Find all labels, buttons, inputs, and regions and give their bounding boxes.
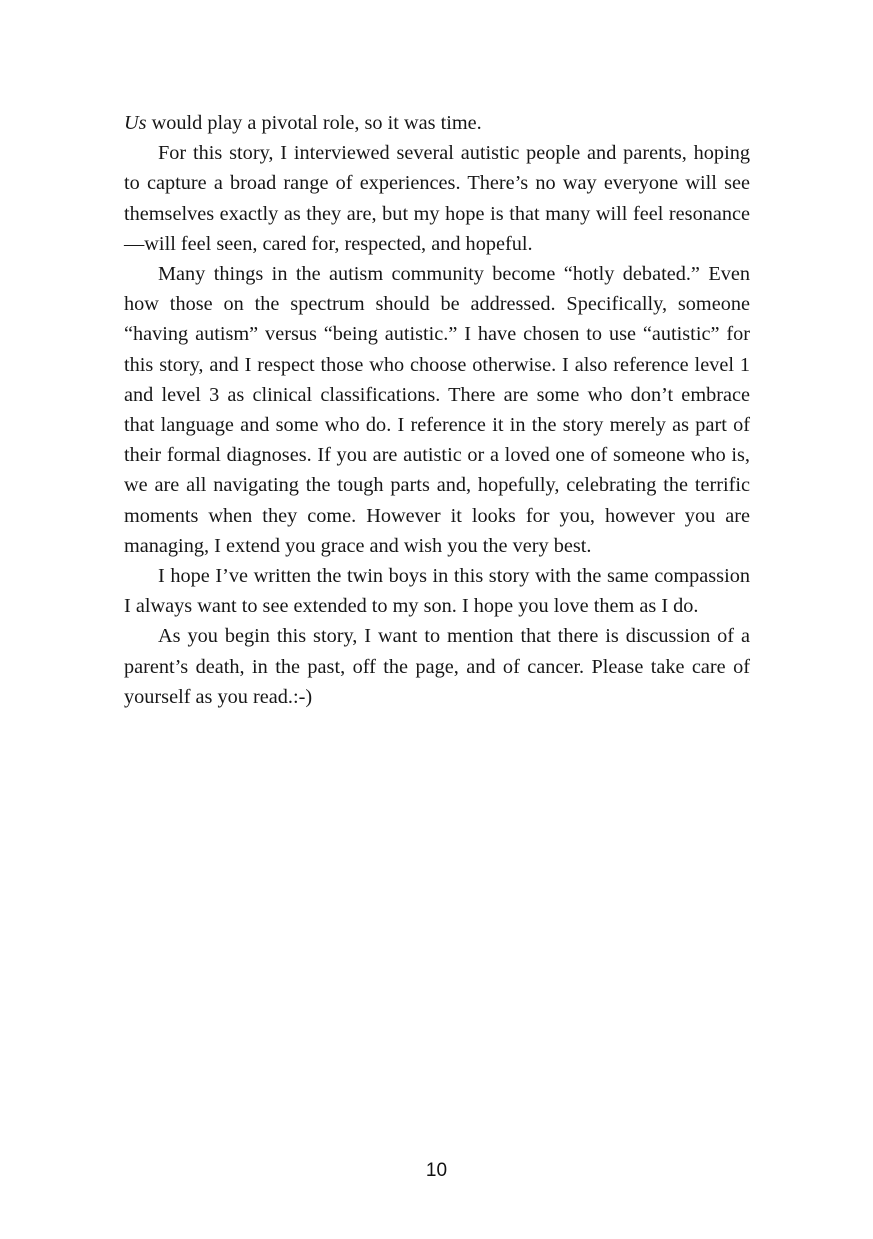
paragraph-3: Many things in the autism community become “hotly debated.” Even how those on the spectrum should be addressed. Specifically, someone “having autism” versus “being autistic.” I have chosen to use “autistic” for this story, and I respect those who choose otherwise. I also reference level 1 and level 3 as clinical classifications. There are some who don’t embrace that language and some who do. I reference it in the story merely as part of their formal diagnoses. If you are autistic or a loved one of someone who is, we are all navigating the tough parts and, hopefully, celebrating the terrific moments when they come. However it looks for you, however you are managing, I extend you grace and wish you the very best. (124, 263, 750, 557)
italic-title-us: Us (124, 112, 147, 134)
body-text (124, 108, 750, 712)
paragraph-5: As you begin this story, I want to mention that there is discussion of a parent’s death, in the past, off the page, and of cancer. Please take care of yourself as you read.:-) (124, 625, 750, 708)
page-number: 10 (425, 1160, 448, 1181)
paragraph-2: For this story, I interviewed several autistic people and parents, hoping to capture a broad range of experiences. There’s no way everyone will see themselves exactly as they are, but my hope is that many will feel resonance—will feel seen, cared for, respected, and hopeful. (124, 142, 750, 255)
paragraph-4: I hope I’ve written the twin boys in this story with the same compassion I always want to see extended to my son. I hope you love them as I do. (124, 565, 750, 618)
paragraph-1 (124, 108, 750, 138)
paragraph-1-text: would play a pivotal role, so it was time. (146, 112, 482, 134)
